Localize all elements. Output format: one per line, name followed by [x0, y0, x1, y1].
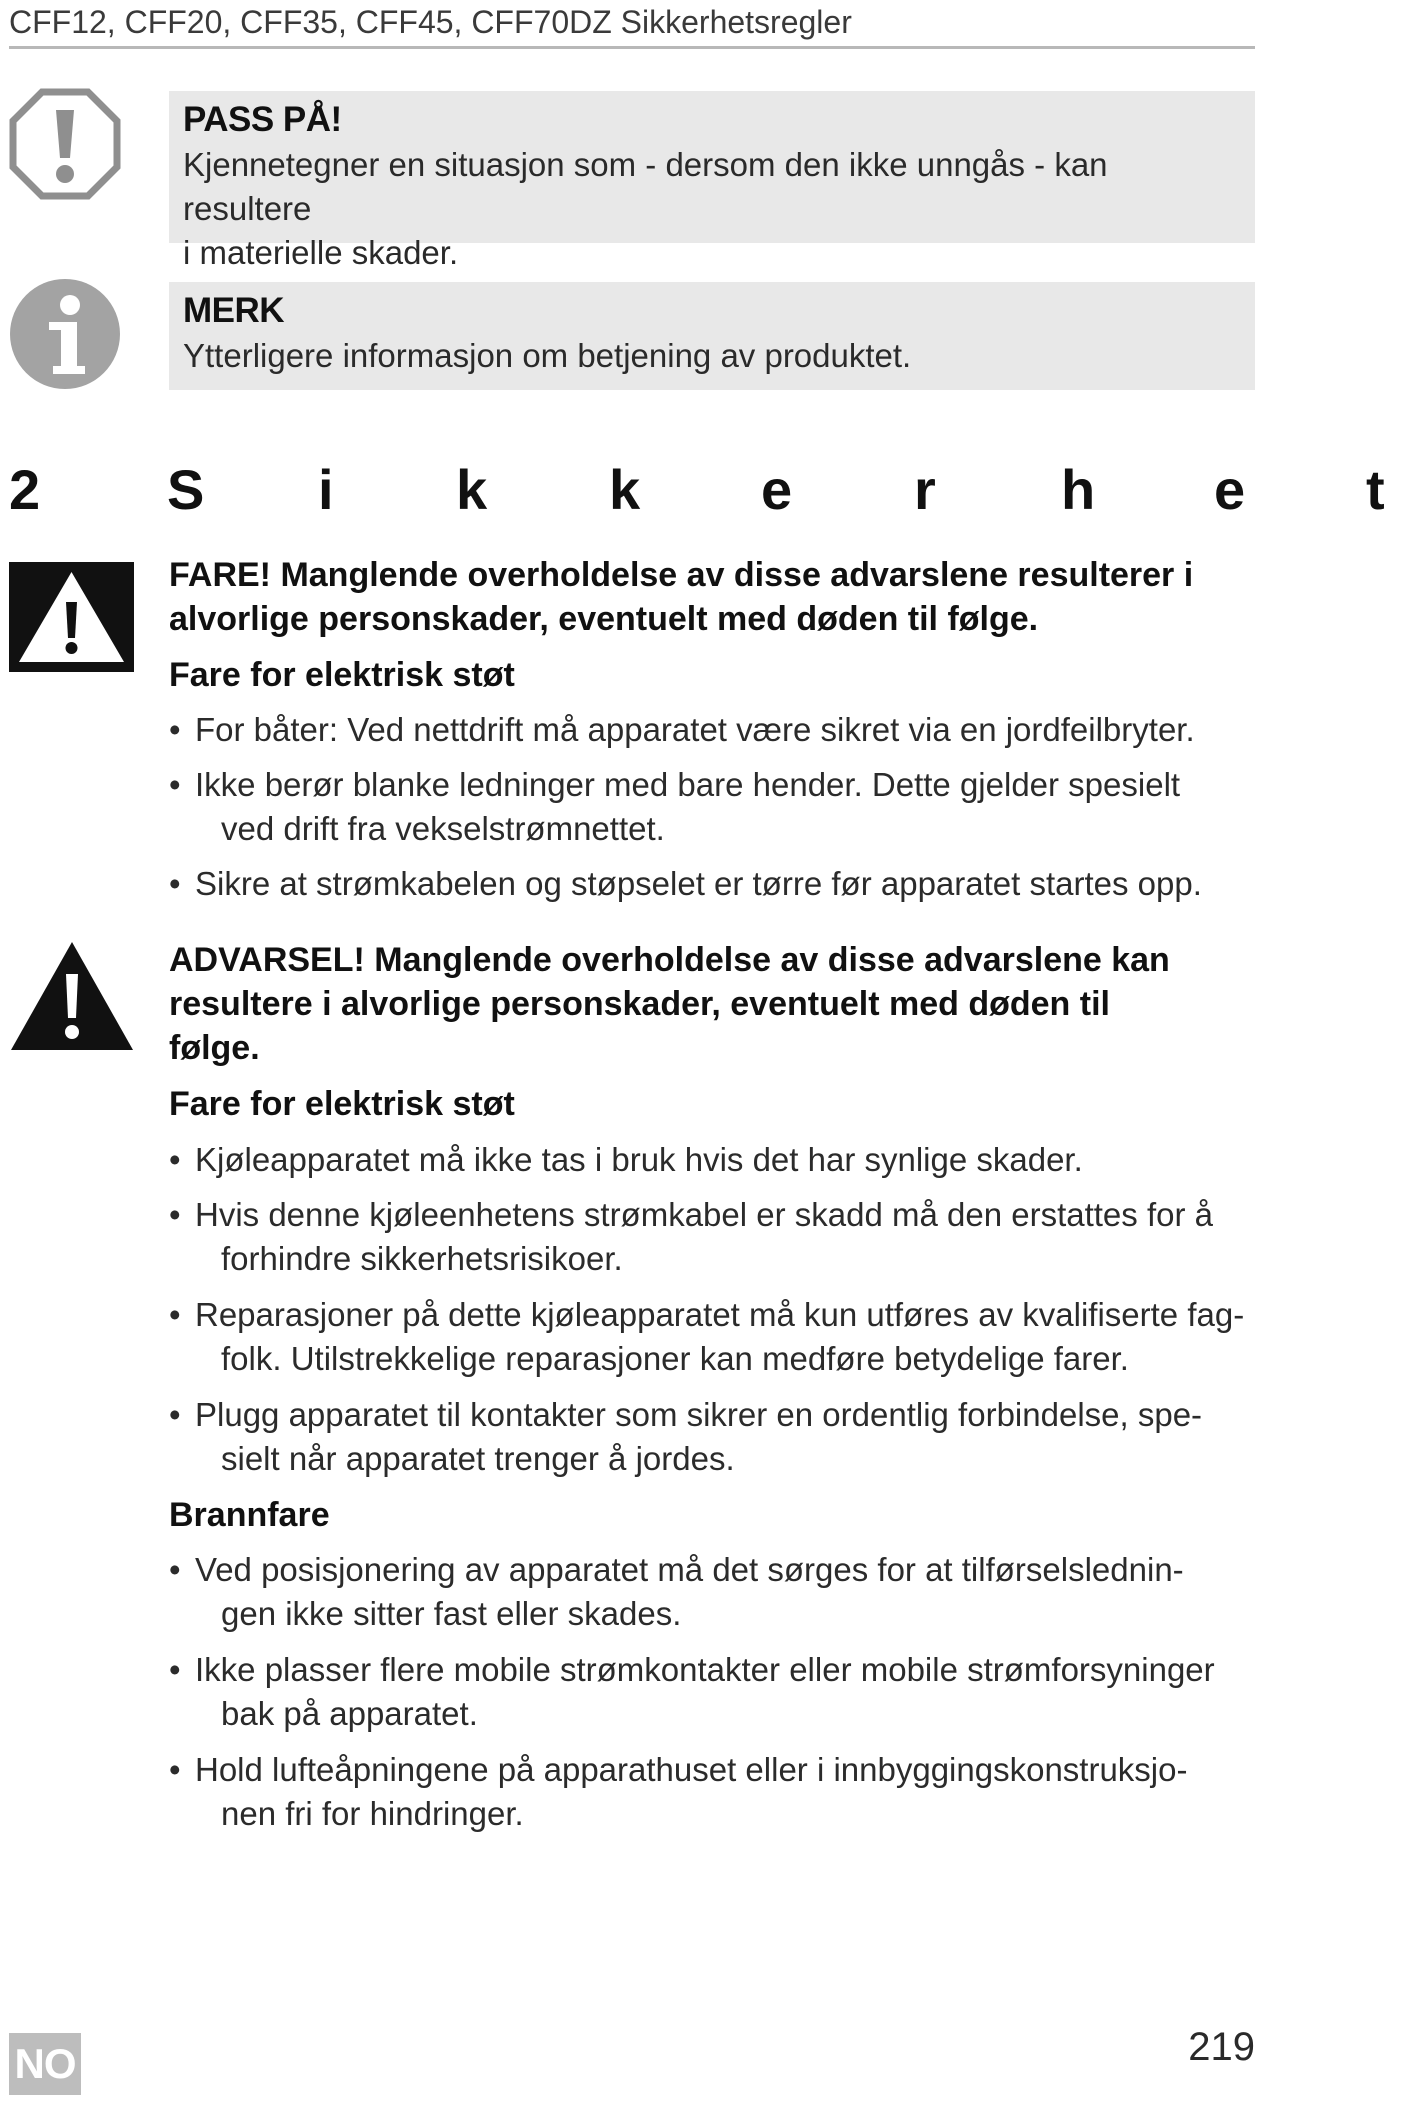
- list-item-text: Ved posisjonering av apparatet må det sørges for at tilførselslednin-: [195, 1551, 1184, 1588]
- list-item-text: Hold lufteåpningene på apparathuset eller i innbyggingskonstruksjo-: [195, 1751, 1188, 1788]
- bullet-dot: •: [169, 766, 181, 803]
- warning-subheading-electric: Fare for elektrisk støt: [169, 1085, 515, 1123]
- heading-letter: i: [318, 458, 334, 521]
- bullet-dot: •: [169, 1651, 181, 1688]
- list-item-text: ved drift fra vekselstrømnettet.: [221, 810, 665, 847]
- caution-text-line1: Kjennetegner en situasjon som - dersom den ikke unngås - kan resultere: [183, 146, 1108, 227]
- bullet-dot: •: [169, 1751, 181, 1788]
- heading-letter: t: [1366, 458, 1385, 521]
- list-item-text: Ikke plasser flere mobile strømkontakter eller mobile strømforsyninger: [195, 1651, 1215, 1688]
- running-header: CFF12, CFF20, CFF35, CFF45, CFF70DZ Sikkerhetsregler: [9, 4, 852, 40]
- bullet-dot: •: [169, 711, 181, 748]
- warning-heading-line2: resultere i alvorlige personskader, eventuelt med døden til: [169, 985, 1110, 1023]
- list-item: [169, 1393, 1259, 1481]
- header-rule: [9, 46, 1255, 49]
- list-item: [169, 1193, 1259, 1281]
- warning-triangle-icon: [9, 940, 135, 1052]
- list-item-text: sielt når apparatet trenger å jordes.: [221, 1440, 735, 1477]
- list-item-text: gen ikke sitter fast eller skades.: [221, 1595, 682, 1632]
- bullet-dot: •: [169, 1551, 181, 1588]
- list-item: [169, 862, 1259, 906]
- section-heading: [9, 455, 1401, 525]
- list-item-text: Hvis denne kjøleenhetens strømkabel er skadd må den erstattes for å: [195, 1196, 1213, 1233]
- list-item: [169, 763, 1259, 851]
- caution-title: PASS PÅ!: [183, 100, 342, 139]
- list-item-text: Sikre at strømkabelen og støpselet er tørre før apparatet startes opp.: [195, 865, 1202, 902]
- heading-letter: S: [167, 458, 205, 521]
- heading-letter: h: [1061, 458, 1096, 521]
- warning-triangle-boxed-icon: [9, 562, 134, 672]
- heading-letter: e: [1214, 458, 1246, 521]
- heading-letter: k: [456, 458, 488, 521]
- heading-letter: k: [609, 458, 641, 521]
- list-item: [169, 1293, 1259, 1381]
- danger-heading: [169, 553, 1269, 641]
- caution-text-line2: i materielle skader.: [183, 234, 459, 271]
- warning-heading-line3: følge.: [169, 1029, 260, 1067]
- bullet-dot: •: [169, 1296, 181, 1333]
- list-item: [169, 1648, 1259, 1736]
- list-item-text: Reparasjoner på dette kjøleapparatet må kun utføres av kvalifiserte fag-: [195, 1296, 1245, 1333]
- note-title: MERK: [183, 291, 285, 330]
- list-item-text: bak på apparatet.: [221, 1695, 478, 1732]
- list-item: [169, 1138, 1259, 1182]
- warning-subheading-fire: Brannfare: [169, 1496, 330, 1534]
- list-item-text: folk. Utilstrekkelige reparasjoner kan medføre betydelige farer.: [221, 1340, 1129, 1377]
- section-number: 2: [9, 458, 41, 521]
- list-item-text: Kjøleapparatet må ikke tas i bruk hvis det har synlige skader.: [195, 1141, 1083, 1178]
- list-item: [169, 708, 1259, 752]
- list-item-text: nen fri for hindringer.: [221, 1795, 524, 1832]
- octagon-exclamation-icon: [9, 88, 121, 200]
- list-item-text: forhindre sikkerhetsrisikoer.: [221, 1240, 623, 1277]
- list-item-text: Plugg apparatet til kontakter som sikrer en ordentlig forbindelse, spe-: [195, 1396, 1203, 1433]
- note-notice: [169, 282, 1255, 390]
- bullet-dot: •: [169, 865, 181, 902]
- warning-heading: [169, 938, 1269, 1070]
- list-item: [169, 1748, 1259, 1836]
- list-item-text: Ikke berør blanke ledninger med bare hender. Dette gjelder spesielt: [195, 766, 1181, 803]
- note-text: Ytterligere informasjon om betjening av produktet.: [183, 337, 912, 374]
- heading-letter: r: [914, 458, 936, 521]
- caution-notice: [169, 91, 1255, 271]
- list-item: [169, 1548, 1259, 1636]
- heading-letter: e: [761, 458, 793, 521]
- info-circle-icon: [9, 278, 121, 390]
- bullet-dot: •: [169, 1196, 181, 1233]
- language-tab: NO: [9, 2033, 81, 2095]
- bullet-dot: •: [169, 1141, 181, 1178]
- danger-heading-line2: alvorlige personskader, eventuelt med døden til følge.: [169, 600, 1039, 638]
- page-number: 219: [1188, 2025, 1255, 2069]
- danger-heading-line1: FARE! Manglende overholdelse av disse advarslene resulterer i: [169, 556, 1194, 594]
- warning-heading-line1: ADVARSEL! Manglende overholdelse av disse advarslene kan: [169, 941, 1170, 979]
- list-item-text: For båter: Ved nettdrift må apparatet være sikret via en jordfeilbryter.: [195, 711, 1195, 748]
- bullet-dot: •: [169, 1396, 181, 1433]
- danger-subheading: Fare for elektrisk støt: [169, 656, 515, 694]
